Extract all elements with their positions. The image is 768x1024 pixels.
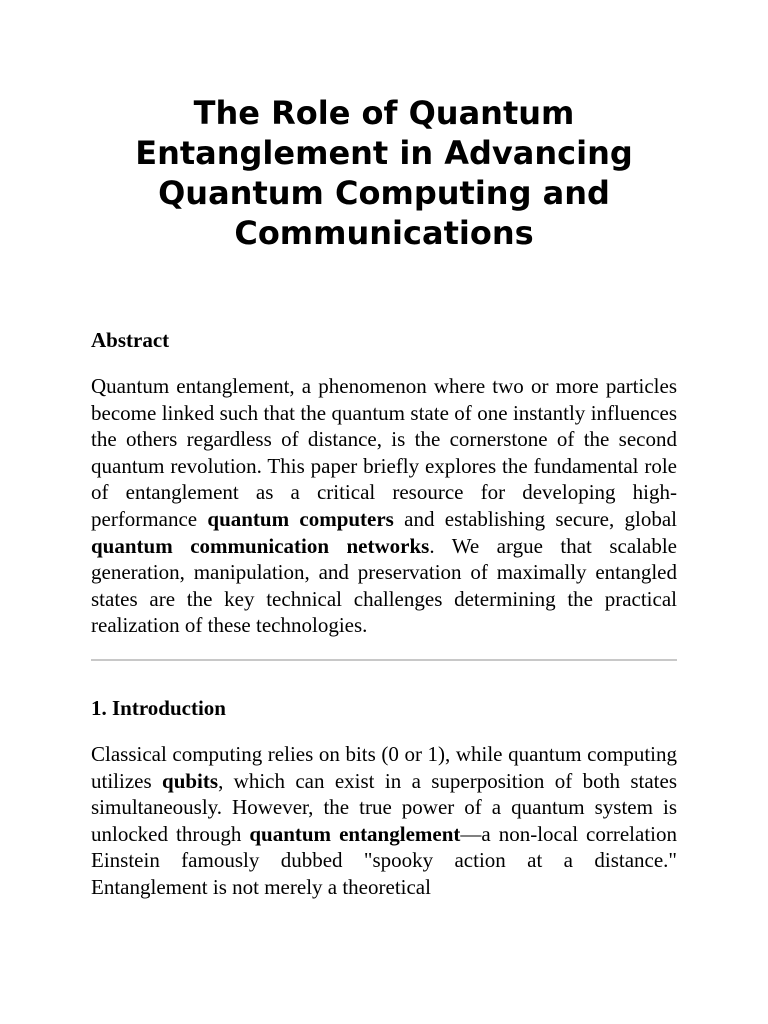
section-divider [91,659,677,661]
introduction-heading: 1. Introduction [91,695,226,720]
paper-page [91,0,677,901]
intro-bold-qubits: qubits [162,768,219,793]
intro-text-1: Classical computing relies on bits (0 or 1), while quantum computing utilizes [91,741,677,793]
intro-text-3: —a non-local correlation Einstein famously dubbed "spooky action at a distance." Entanglement is not merely a theoretical [91,821,677,899]
abstract-bold-quantum-computers: quantum computers [207,506,394,531]
abstract-bold-quantum-networks: quantum communication networks [91,533,430,558]
intro-text-2: , which can exist in a superposition of both states simultaneously. However, the true power of a quantum system is unlocked through [91,768,677,846]
introduction-paragraph [91,741,677,901]
paper-title: The Role of Quantum Entanglement in Advancing Quantum Computing and Communications [135,94,633,252]
abstract-section [91,327,677,639]
abstract-text-2: and establishing secure, global [393,506,677,531]
abstract-heading: Abstract [91,328,170,352]
introduction-section [91,695,677,901]
abstract-text-1: Quantum entanglement, a phenomenon where two or more particles become linked such that the quantum state of one instantly influences the others regardless of distance, is the cornerstone of the second quantum revolution. This paper briefly explores the fundamental role of entanglement as a critical resource for developing high-performance [91,374,677,531]
abstract-text-3: . We argue that scalable generation, manipulation, and preservation of maximally entangled states are the key technical challenges determining the practical realization of these technologies. [91,533,677,638]
intro-bold-quantum-entanglement: quantum entanglement [249,821,461,846]
abstract-paragraph [91,373,677,639]
